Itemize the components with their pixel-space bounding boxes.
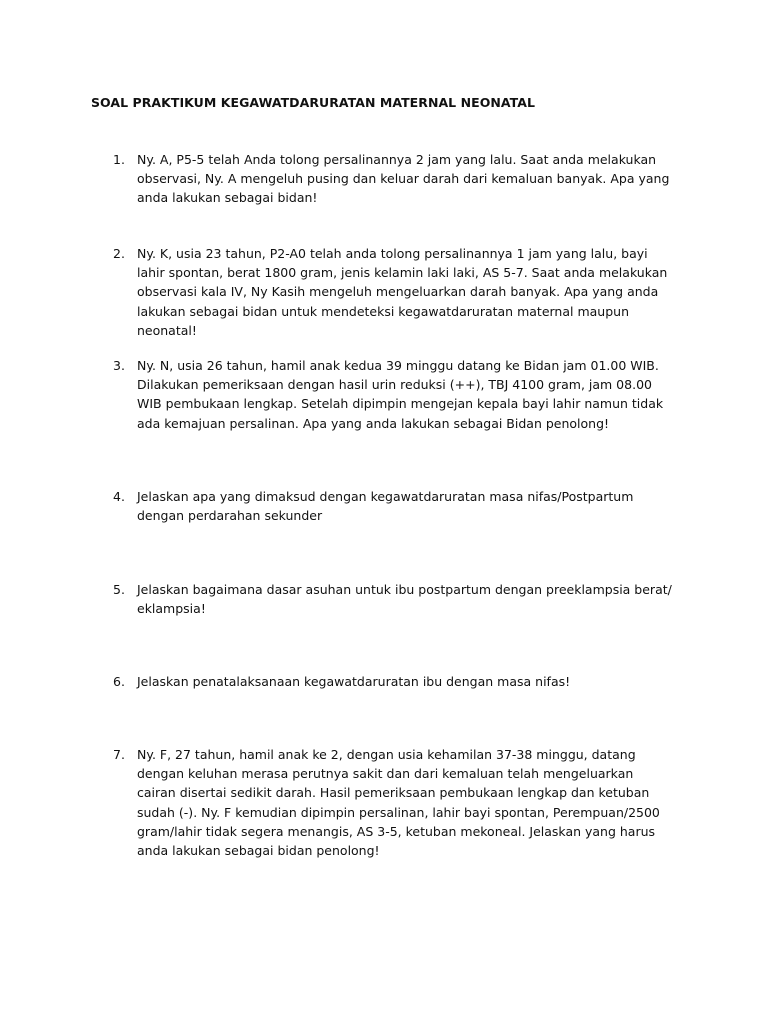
question-item — [113, 745, 673, 860]
question-number: 3. — [113, 358, 125, 373]
question-text: Jelaskan penatalaksanaan kegawatdaruratan ibu dengan masa nifas! — [137, 674, 571, 689]
question-item — [113, 672, 673, 691]
question-item — [113, 580, 673, 618]
question-text: Jelaskan apa yang dimaksud dengan kegawatdaruratan masa nifas/Postpartum dengan perdarahan sekunder — [137, 489, 634, 524]
question-text: Ny. F, 27 tahun, hamil anak ke 2, dengan usia kehamilan 37-38 minggu, datang dengan keluhan merasa perutnya sakit dan dari kemaluan telah mengeluarkan cairan disertai sedikit darah. Hasil pemeriksaan pembukaan lengkap dan ketuban sudah (-). Ny. F kemudian dipimpin persalinan, lahir bayi spontan, Perempuan/2500 gram/lahir tidak segera menangis, AS 3-5, ketuban mekoneal. Jelaskan yang harus anda lakukan sebagai bidan penolong! — [137, 747, 660, 859]
question-text: Ny. K, usia 23 tahun, P2-A0 telah anda tolong persalinannya 1 jam yang lalu, bayi lahir spontan, berat 1800 gram, jenis kelamin laki laki, AS 5-7. Saat anda melakukan observasi kala IV, Ny Kasih mengeluh mengeluarkan darah banyak. Apa yang anda lakukan sebagai bidan untuk mendeteksi kegawatdaruratan maternal maupun neonatal! — [137, 246, 668, 338]
question-text: Ny. N, usia 26 tahun, hamil anak kedua 39 minggu datang ke Bidan jam 01.00 WIB. Dilakukan pemeriksaan dengan hasil urin reduksi (++), TBJ 4100 gram, jam 08.00 WIB pembukaan lengkap. Setelah dipimpin mengejan kepala bayi lahir namun tidak ada kemajuan persalinan. Apa yang anda lakukan sebagai Bidan penolong! — [137, 358, 664, 431]
question-number: 7. — [113, 747, 125, 762]
question-item — [113, 244, 673, 340]
question-item — [113, 487, 673, 525]
question-text: Jelaskan bagaimana dasar asuhan untuk ibu postpartum dengan preeklampsia berat/ eklampsia! — [137, 582, 672, 617]
question-number: 1. — [113, 152, 125, 167]
document-title: SOAL PRAKTIKUM KEGAWATDARURATAN MATERNAL NEONATAL — [91, 95, 535, 110]
question-text: Ny. A, P5-5 telah Anda tolong persalinannya 2 jam yang lalu. Saat anda melakukan observasi, Ny. A mengeluh pusing dan keluar darah dari kemaluan banyak. Apa yang anda lakukan sebagai bidan! — [137, 152, 670, 206]
question-number: 2. — [113, 246, 125, 261]
question-number: 6. — [113, 674, 125, 689]
question-item — [113, 356, 673, 433]
question-item — [113, 150, 673, 208]
question-number: 5. — [113, 582, 125, 597]
question-number: 4. — [113, 489, 125, 504]
